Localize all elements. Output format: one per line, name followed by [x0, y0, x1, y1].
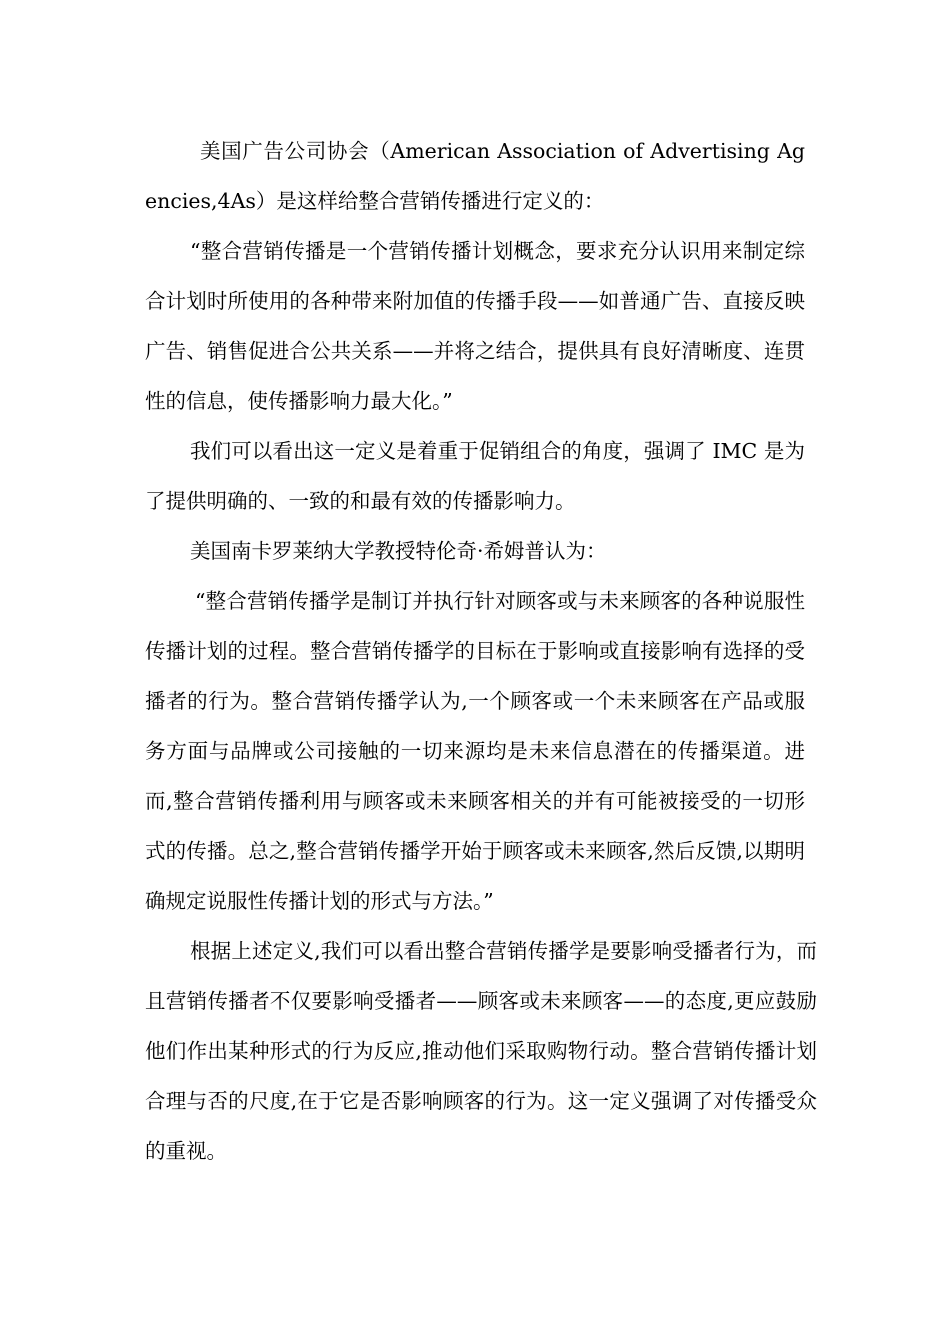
paragraph-shimp-intro: 美国南卡罗莱纳大学教授特伦奇·希姆普认为：	[190, 539, 607, 563]
document-body	[145, 126, 817, 1176]
paragraph-4as-definition: 美国广告公司协会（American Association of Advertising Agencies,4As）是这样给整合营销传播进行定义的：	[145, 139, 805, 213]
paragraph-4as-quote: “整合营销传播是一个营销传播计划概念，要求充分认识用来制定综合计划时所使用的各种带来附加值的传播手段——如普通广告、直接反映广告、销售促进合公共关系——并将之结合，提供具有良好清晰度、连贯性的信息，使传播影响力最大化。”	[145, 239, 805, 413]
paragraph-analysis-1: 我们可以看出这一定义是着重于促销组合的角度，强调了 IMC 是为了提供明确的、一致的和最有效的传播影响力。	[145, 439, 805, 513]
paragraph-shimp-quote: “整合营销传播学是制订并执行针对顾客或与未来顾客的各种说服性传播计划的过程。整合营销传播学的目标在于影响或直接影响有选择的受播者的行为。整合营销传播学认为,一个顾客或一个未来顾客在产品或服务方面与品牌或公司接触的一切来源均是未来信息潜在的传播渠道。进而,整合营销传播利用与顾客或未来顾客相关的并有可能被接受的一切形式的传播。总之,整合营销传播学开始于顾客或未来顾客,然后反馈,以期明确规定说服性传播计划的形式与方法。”	[145, 589, 805, 913]
paragraph-analysis-2: 根据上述定义,我们可以看出整合营销传播学是要影响受播者行为，而且营销传播者不仅要影响受播者——顾客或未来顾客——的态度,更应鼓励他们作出某种形式的行为反应,推动他们采取购物行动。整合营销传播计划合理与否的尺度,在于它是否影响顾客的行为。这一定义强调了对传播受众的重视。	[145, 939, 817, 1163]
